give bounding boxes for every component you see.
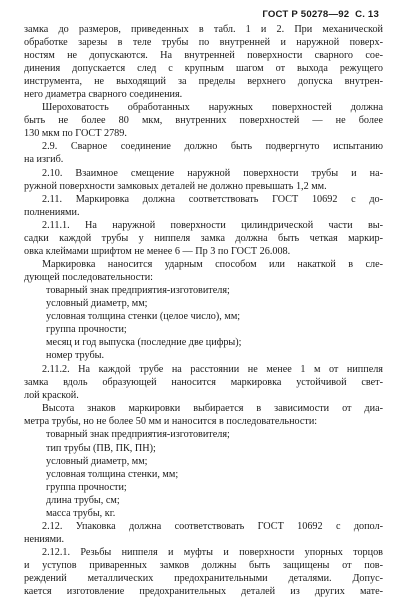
list-item: группа прочности; bbox=[46, 481, 127, 493]
paragraph-marking-method bbox=[24, 258, 383, 284]
list-item: длина трубы, см; bbox=[46, 494, 120, 506]
clause-2-12 bbox=[24, 520, 383, 546]
text-line: Шероховатость обработанных наружных поверхностей должна bbox=[42, 102, 383, 114]
text-line: быть не более 80 мкм, внутренних поверхностей — не более bbox=[24, 115, 383, 127]
text-line: 130 мкм по ГОСТ 2789. bbox=[24, 128, 127, 140]
text-line: 2.11.2. На каждой трубе на расстоянии не менее 1 м от ниппеля bbox=[42, 364, 383, 376]
text-line: Маркировка наносится ударным способом или накаткой в сле- bbox=[42, 258, 383, 270]
text-line: Высота знаков маркировки выбирается в зависимости от диа- bbox=[42, 403, 383, 415]
paint-marking-list bbox=[24, 428, 383, 519]
text-line: инструмента, не выходящий за пределы верхнего допуска внутрен- bbox=[24, 76, 383, 88]
text-line: реждений металлических предохранительными деталями. Допус- bbox=[24, 572, 383, 584]
text-line: 2.12.1. Резьбы ниппеля и муфты и поверхности упорных торцов bbox=[42, 546, 383, 558]
text-line: полнениями. bbox=[24, 206, 80, 218]
paragraph-marking-height bbox=[24, 402, 383, 428]
text-line: него диаметра сварного соединения. bbox=[24, 89, 183, 101]
text-line: ружной поверхности замковых деталей не должно превышать 1,2 мм. bbox=[24, 180, 327, 192]
text-line: замка до размеров, приведенных в табл. 1 и 2. При механической bbox=[24, 24, 384, 35]
list-item: условная толщина стенки, мм; bbox=[46, 468, 179, 480]
text-line: 2.12. Упаковка должна соответствовать ГОСТ 10692 с допол- bbox=[42, 520, 383, 532]
clause-2-11-2 bbox=[24, 363, 383, 402]
clause-2-9 bbox=[24, 140, 383, 166]
text-line: кается изготовление предохранительных деталей из других мате- bbox=[24, 586, 383, 598]
list-item: номер трубы. bbox=[46, 350, 105, 362]
text-line: замка вдоль образующей наносится маркировка устойчивой свет- bbox=[24, 377, 383, 389]
text-line: нениями. bbox=[24, 533, 65, 545]
list-item: товарный знак предприятия-изготовителя; bbox=[46, 284, 230, 296]
list-item: условный диаметр, мм; bbox=[46, 297, 148, 309]
text-line: дующей последовательности: bbox=[24, 271, 154, 283]
paragraph-roughness bbox=[24, 101, 383, 140]
list-item: месяц и год выпуска (последние две цифры); bbox=[46, 337, 242, 349]
text-line: садки каждой трубы у ниппеля замка должна быть четкая маркир- bbox=[24, 232, 383, 244]
paragraph-thread-machining bbox=[24, 23, 383, 101]
text-line: метра трубы, но не более 50 мм и наносится в последовательности: bbox=[24, 416, 318, 428]
list-item: тип трубы (ПВ, ПК, ПН); bbox=[46, 442, 156, 454]
text-line: 2.9. Сварное соединение должно быть подвергнуто испытанию bbox=[42, 141, 383, 153]
text-line: на изгиб. bbox=[24, 154, 64, 166]
clause-2-11-1 bbox=[24, 219, 383, 258]
text-line: и уступов приваренных замков должны быть защищены от пов- bbox=[24, 559, 383, 571]
clause-2-12-1 bbox=[24, 546, 383, 598]
text-line: лой краской. bbox=[24, 390, 79, 402]
list-item: группа прочности; bbox=[46, 324, 127, 336]
standard-number: ГОСТ Р 50278—92 bbox=[262, 9, 350, 20]
page-number: С. 13 bbox=[355, 9, 379, 20]
text-line: динения допускается след с крупным шагом от выхода режущего bbox=[24, 63, 383, 75]
clause-2-10 bbox=[24, 167, 383, 193]
text-line: 2.11.1. На наружной поверхности цилиндрической части вы- bbox=[42, 219, 384, 231]
list-item: масса трубы, кг. bbox=[46, 507, 116, 519]
clause-2-11 bbox=[24, 193, 383, 219]
text-line: овка клеймами шрифтом не менее 6 — Пр 3 по ГОСТ 26.008. bbox=[24, 245, 291, 257]
page-header bbox=[24, 9, 383, 21]
text-line: ностям не допускаются. На внутренней поверхности сварного сое- bbox=[24, 50, 383, 62]
list-item: условная толщина стенки (целое число), мм; bbox=[46, 311, 241, 323]
marking-sequence-list bbox=[24, 284, 383, 362]
list-item: условный диаметр, мм; bbox=[46, 455, 148, 467]
text-line: обработке зарезы в теле трубы по внутренней и наружной поверх- bbox=[24, 37, 383, 49]
text-line: 2.11. Маркировка должна соответствовать ГОСТ 10692 с до- bbox=[42, 193, 383, 205]
text-line: 2.10. Взаимное смещение наружной поверхности трубы и на- bbox=[42, 167, 383, 179]
list-item: товарный знак предприятия-изготовителя; bbox=[46, 429, 230, 441]
